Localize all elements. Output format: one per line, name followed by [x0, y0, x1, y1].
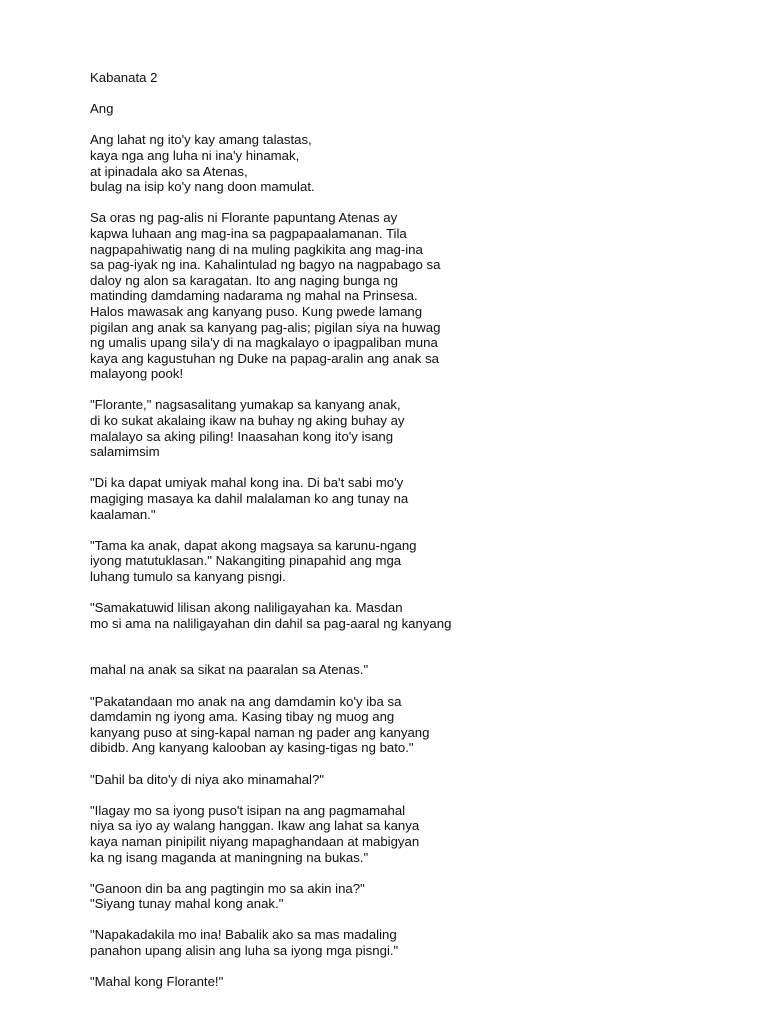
paragraph-line: malayong pook! — [90, 366, 184, 382]
paragraph-line: ng umalis upang sila'y di na magkalayo o ipagpaliban muna — [90, 335, 438, 351]
poem-line: kaya nga ang luha ni ina'y hinamak, — [90, 147, 300, 163]
paragraph-line: "Ilagay mo sa iyong puso't isipan na ang pagmamahal — [90, 802, 406, 818]
paragraph-line: ka ng isang maganda at maningning na bukas." — [90, 849, 369, 865]
paragraph-line: matinding damdaming nadarama ng mahal na Prinsesa. — [90, 288, 418, 304]
poem-line: Ang lahat ng ito'y kay amang talastas, — [90, 132, 312, 148]
spacer — [90, 959, 730, 975]
paragraph-line: di ko sukat akalaing ikaw na buhay ng aking buhay ay — [90, 413, 405, 429]
dialogue-paragraph — [90, 803, 730, 865]
paragraph-line: Halos mawasak ang kanyang puso. Kung pwede lamang — [90, 303, 423, 319]
spacer — [90, 631, 730, 662]
paragraph-line: magiging masaya ka dahil malalaman ko ang tunay na — [90, 491, 409, 507]
spacer — [90, 382, 730, 398]
paragraph-line: luhang tumulo sa kanyang pisngi. — [90, 569, 286, 584]
paragraph-line: "Napakadakila mo ina! Babalik ako sa mas madaling — [90, 927, 397, 943]
spacer — [90, 460, 730, 476]
dialogue-paragraph — [90, 538, 730, 585]
paragraph-line: mo si ama na naliligayahan din dahil sa pag-aaral ng kanyang — [90, 615, 452, 631]
paragraph-line: pigilan ang anak sa kanyang pag-alis; pigilan siya na huwag — [90, 319, 441, 335]
paragraph-line: daloy ng alon sa karagatan. Ito ang naging bunga ng — [90, 272, 398, 288]
paragraph-line: "Dahil ba dito'y di niya ako minamahal?" — [90, 771, 324, 787]
paragraph-line: kaalaman." — [90, 506, 156, 522]
spacer — [90, 787, 730, 803]
paragraph-line: kapwa luhaan ang mag-ina sa pagpapaalamanan. Tila — [90, 225, 407, 241]
document-body — [90, 70, 730, 990]
dialogue-paragraph — [90, 881, 730, 912]
paragraph-line: panahon upang alisin ang luha sa iyong mga pisngi." — [90, 943, 399, 959]
paragraph-line: damdamin ng iyong ama. Kasing tibay ng muog ang — [90, 709, 395, 725]
paragraph-line: "Di ka dapat umiyak mahal kong ina. Di ba't sabi mo'y — [90, 475, 404, 491]
chapter-title: Kabanata 2 — [90, 70, 158, 85]
paragraph-line: mahal na anak sa sikat na paaralan sa Atenas." — [90, 662, 369, 678]
poem-line: bulag na isip ko'y nang doon mamulat. — [90, 179, 315, 195]
paragraph-line: "Samakatuwid lilisan akong naliligayahan ka. Masdan — [90, 600, 403, 616]
spacer — [90, 756, 730, 772]
spacer — [90, 865, 730, 881]
paragraph-line: kaya naman pinipilit niyang mapaghandaan at mabigyan — [90, 833, 420, 849]
spacer — [90, 522, 730, 538]
paragraph-line: sa pag-iyak ng ina. Kahalintulad ng bagyo na nagpabago sa — [90, 257, 441, 273]
paragraph-line: kanyang puso at sing-kapal naman ng pader ang kanyang — [90, 724, 430, 740]
paragraph-line: kaya ang kagustuhan ng Duke na papag-aralin ang anak sa — [90, 350, 439, 366]
paragraph-line: "Ganoon din ba ang pagtingin mo sa akin ina?" — [90, 880, 365, 896]
paragraph-line: nagpapahiwatig nang di na muling pagkikita ang mag-ina — [90, 241, 423, 257]
paragraph-line: "Tama ka anak, dapat akong magsaya sa karunu-ngang — [90, 537, 417, 553]
spacer — [90, 585, 730, 601]
paragraph-line: "Florante," nagsasalitang yumakap sa kanyang anak, — [90, 397, 401, 413]
spacer — [90, 678, 730, 694]
paragraph-line: Sa oras ng pag-alis ni Florante papuntang Atenas ay — [90, 210, 398, 226]
spacer — [90, 912, 730, 928]
spacer — [90, 86, 730, 102]
paragraph-line: malalayo sa aking piling! Inaasahan kong ito'y isang — [90, 428, 394, 444]
dialogue-paragraph — [90, 397, 730, 459]
paragraph-line: iyong matutuklasan." Nakangiting pinapahid ang mga — [90, 553, 402, 569]
dialogue-paragraph — [90, 927, 730, 958]
paragraph-line: "Siyang tunay mahal kong anak." — [90, 896, 284, 912]
paragraph-line: salamimsim — [90, 444, 160, 460]
narrative-paragraph — [90, 210, 730, 382]
paragraph-line: dibidb. Ang kanyang kalooban ay kasing-tigas ng bato." — [90, 740, 414, 756]
paragraph-line: "Pakatandaan mo anak na ang damdamin ko'y iba sa — [90, 693, 402, 709]
spacer — [90, 117, 730, 133]
dialogue-paragraph — [90, 475, 730, 522]
subheading: Ang — [90, 101, 114, 117]
poem-stanza — [90, 132, 730, 194]
paragraph-line: niya sa iyo ay walang hanggan. Ikaw ang lahat sa kanya — [90, 818, 420, 834]
dialogue-paragraph — [90, 600, 730, 631]
dialogue-paragraph — [90, 694, 730, 756]
spacer — [90, 195, 730, 211]
paragraph-line: "Mahal kong Florante!" — [90, 974, 224, 990]
poem-line: at ipinadala ako sa Atenas, — [90, 163, 248, 179]
